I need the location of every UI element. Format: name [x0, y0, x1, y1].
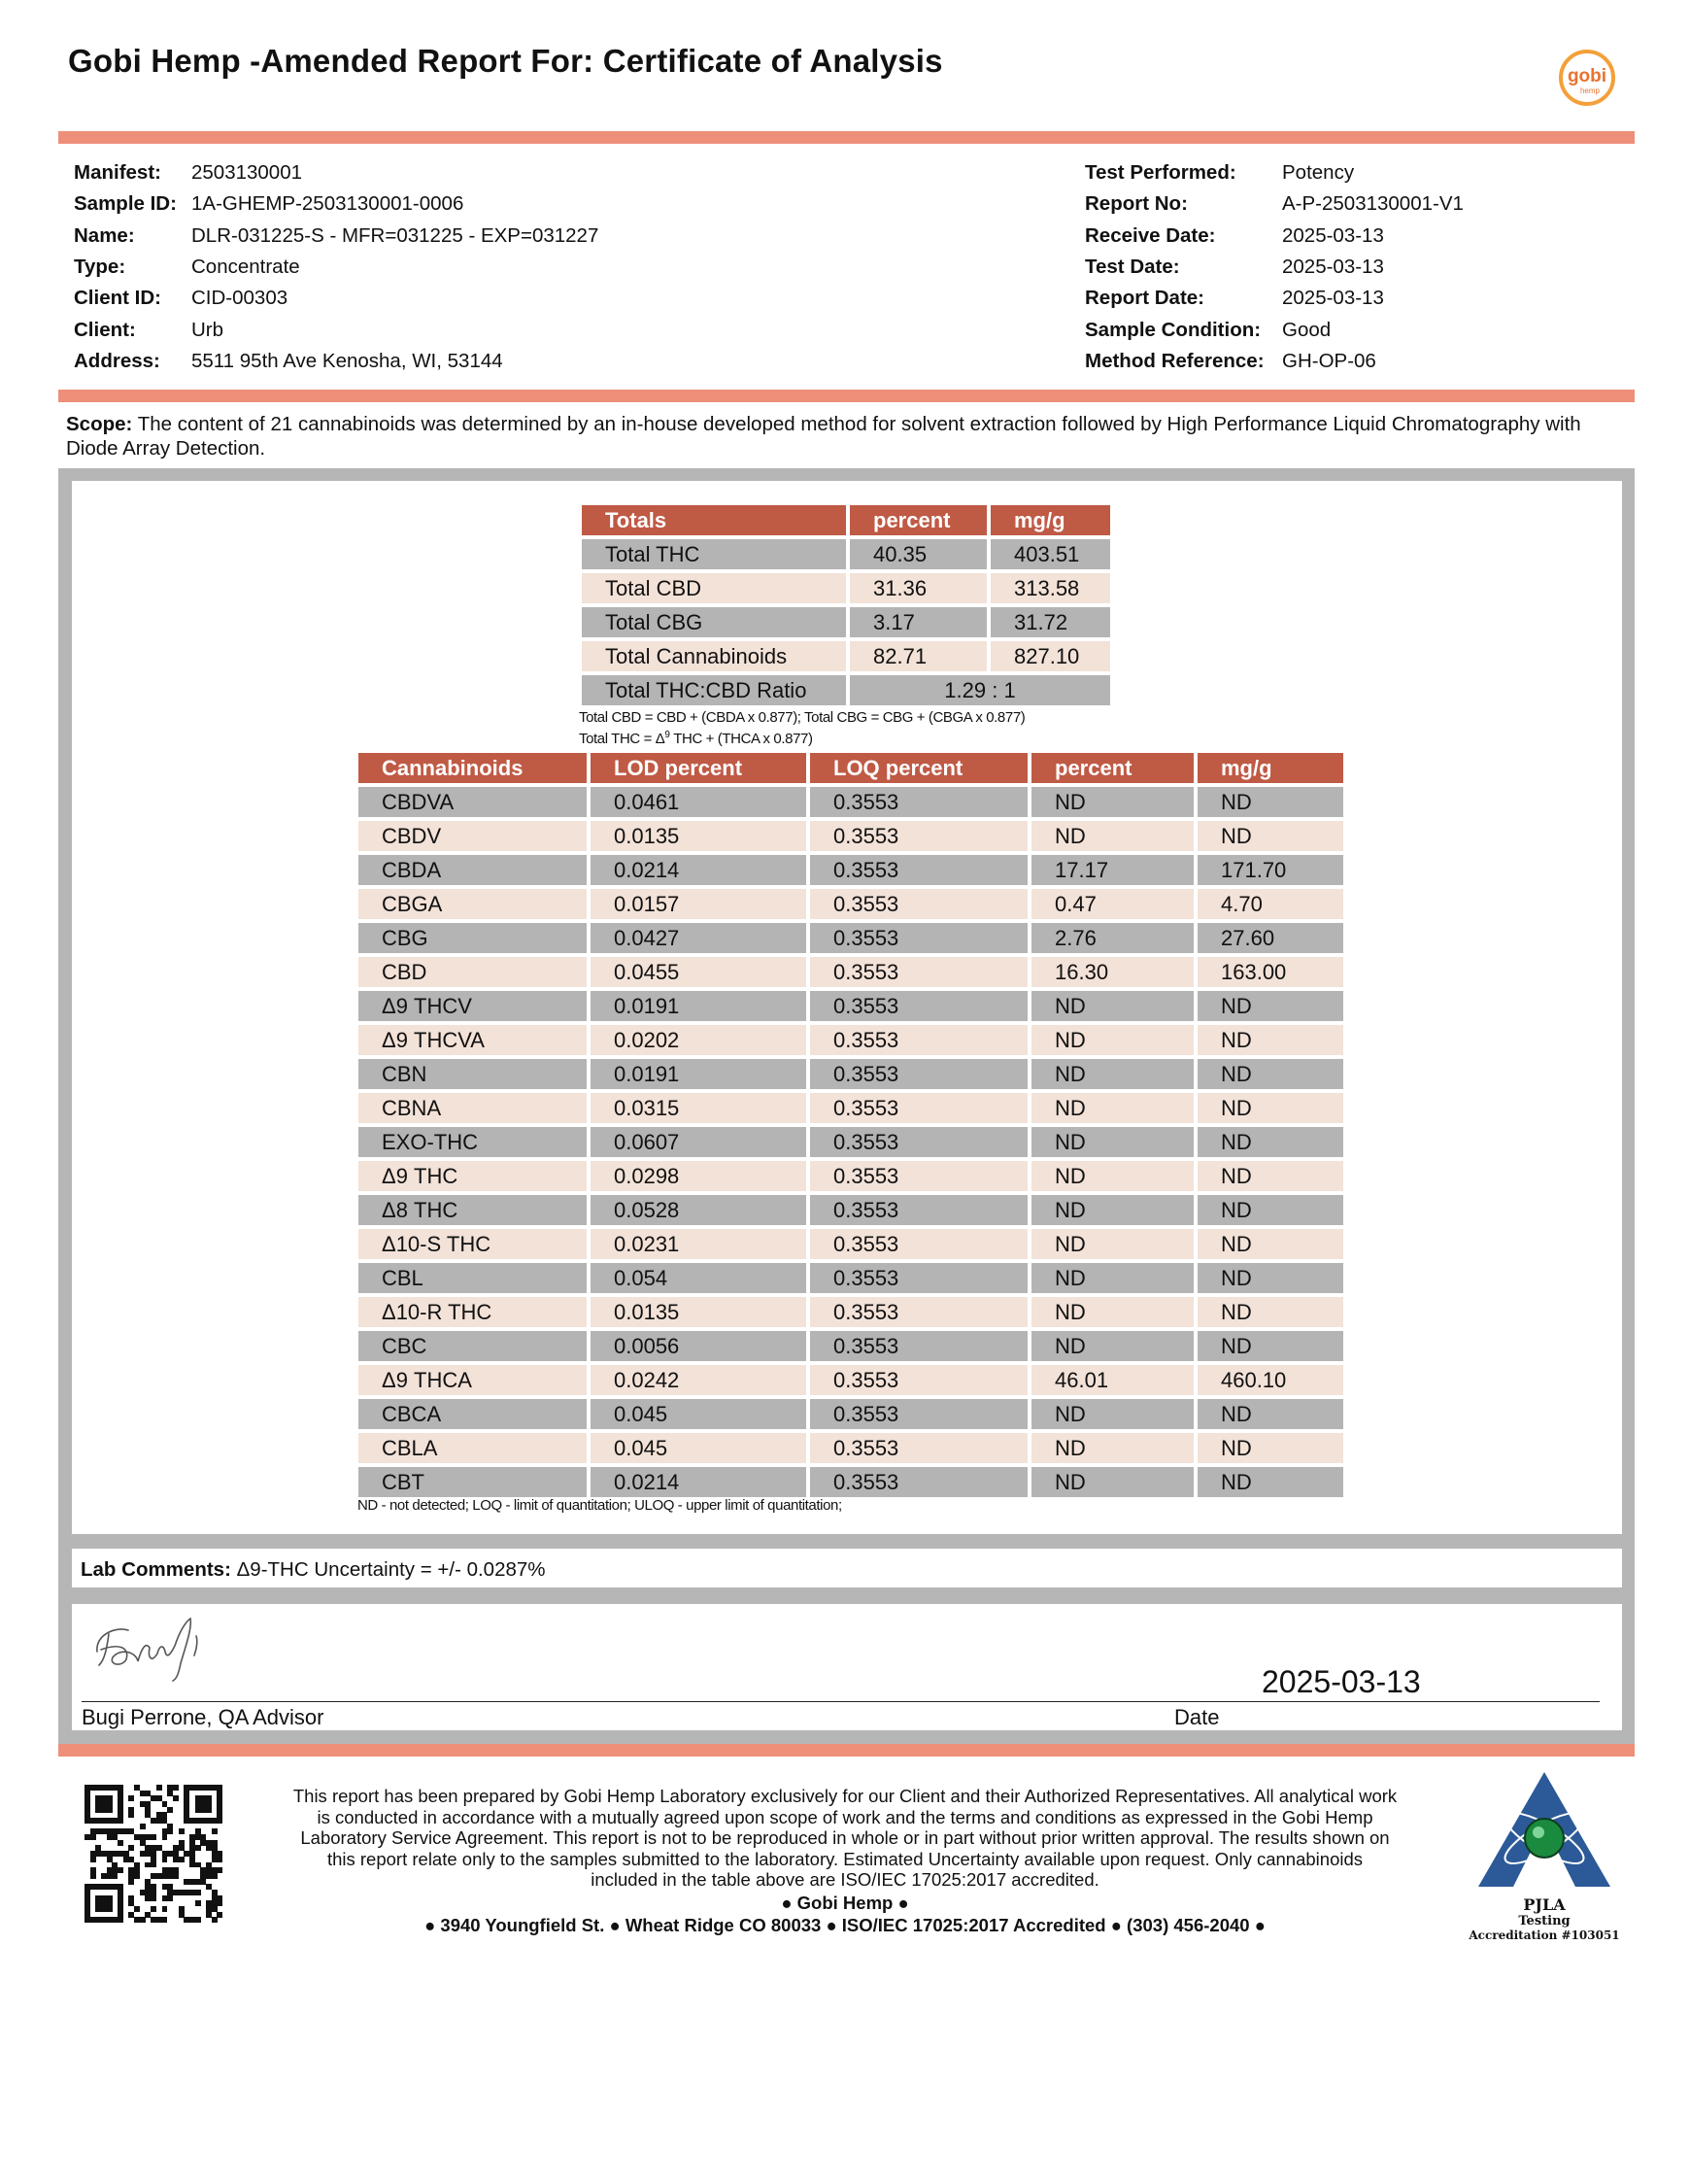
- cannabinoid-cell: 0.0427: [591, 923, 806, 953]
- table-row: [582, 539, 1110, 569]
- cannabinoid-cell: 0.0528: [591, 1195, 806, 1225]
- table-row: [358, 1025, 1343, 1055]
- qr-module: [162, 1906, 168, 1912]
- totals-cell: 31.36: [850, 573, 987, 603]
- cannabinoid-cell: CBT: [358, 1467, 587, 1497]
- qr-module: [195, 1845, 201, 1851]
- ratio-label: Total THC:CBD Ratio: [582, 675, 846, 705]
- abbrev-note: ND - not detected; LOQ - limit of quantitation; ULOQ - upper limit of quantitation;: [357, 1497, 842, 1514]
- pjla-name: PJLA: [1523, 1895, 1566, 1914]
- totals-cell: Total CBG: [582, 607, 846, 637]
- cannabinoid-cell: ND: [1031, 1127, 1194, 1157]
- qr-module: [151, 1862, 156, 1868]
- footer-company: ● Gobi Hemp ●: [781, 1892, 909, 1913]
- cannabinoid-cell: 0.0242: [591, 1365, 806, 1395]
- cannabinoid-cell: 0.3553: [810, 855, 1028, 885]
- meta-label: Client:: [74, 318, 136, 341]
- meta-value: DLR-031225-S - MFR=031225 - EXP=031227: [191, 223, 599, 247]
- qr-module: [90, 1834, 96, 1840]
- cannabinoid-cell: 0.3553: [810, 1059, 1028, 1089]
- cannabinoid-cell: 0.3553: [810, 1195, 1028, 1225]
- table-row: [358, 855, 1343, 885]
- table-row: [358, 1127, 1343, 1157]
- cannabinoid-cell: 17.17: [1031, 855, 1194, 885]
- table-row: [358, 923, 1343, 953]
- cannabinoid-cell: 0.3553: [810, 1399, 1028, 1429]
- scope-label: Scope:: [66, 413, 133, 435]
- cannabinoid-cell: CBL: [358, 1263, 587, 1293]
- cannabinoid-cell: 0.054: [591, 1263, 806, 1293]
- cannabinoid-cell: Δ9 THCVA: [358, 1025, 587, 1055]
- cannabinoid-cell: ND: [1031, 991, 1194, 1021]
- qr-module: [173, 1795, 179, 1801]
- meta-value: 2025-03-13: [1282, 223, 1384, 247]
- qr-module: [118, 1867, 123, 1873]
- cannabinoid-cell: ND: [1031, 1297, 1194, 1327]
- cannabinoid-cell: 0.0231: [591, 1229, 806, 1259]
- table-row: [358, 1161, 1343, 1191]
- cannabinoid-cell: 0.3553: [810, 923, 1028, 953]
- cannabinoid-header: mg/g: [1198, 753, 1343, 783]
- cannabinoid-cell: ND: [1198, 1093, 1343, 1123]
- table-row: [358, 1263, 1343, 1293]
- meta-value: 2503130001: [191, 161, 303, 185]
- totals-table: [578, 501, 1114, 709]
- cannabinoid-cell: 0.3553: [810, 821, 1028, 851]
- mid-accent-bar: [58, 390, 1635, 402]
- meta-value: Potency: [1282, 161, 1355, 185]
- cannabinoid-cell: ND: [1198, 1161, 1343, 1191]
- footer-address: ● 3940 Youngfield St. ● Wheat Ridge CO 80033 ● ISO/IEC 17025:2017 Accredited ● (303) 456-2040 ●: [424, 1915, 1266, 1935]
- cannabinoid-cell: 0.0298: [591, 1161, 806, 1191]
- qr-module: [212, 1917, 218, 1923]
- qr-module: [206, 1807, 212, 1813]
- scope-body: The content of 21 cannabinoids was determined by an in-house developed method for solvent extraction followed by High Performance Liquid Chromatography with Diode Array Detection.: [66, 413, 1581, 460]
- qr-module: [162, 1834, 168, 1840]
- totals-cell: 82.71: [850, 641, 987, 671]
- cannabinoid-cell: Δ8 THC: [358, 1195, 587, 1225]
- cannabinoid-cell: 0.045: [591, 1399, 806, 1429]
- totals-cell: 40.35: [850, 539, 987, 569]
- cannabinoid-cell: 0.3553: [810, 1331, 1028, 1361]
- note2-pre: Total THC = Δ: [579, 731, 665, 747]
- qr-module: [167, 1807, 173, 1813]
- cannabinoid-cell: 2.76: [1031, 923, 1194, 953]
- totals-cell: 3.17: [850, 607, 987, 637]
- qr-module: [107, 1807, 113, 1813]
- cannabinoid-cell: ND: [1031, 1467, 1194, 1497]
- qr-module: [212, 1828, 218, 1834]
- cannabinoid-cell: Δ9 THCV: [358, 991, 587, 1021]
- cannabinoid-cell: 0.0214: [591, 855, 806, 885]
- signature-image: [87, 1605, 223, 1689]
- cannabinoid-cell: ND: [1198, 1297, 1343, 1327]
- qr-module: [151, 1834, 156, 1840]
- qr-module: [128, 1845, 134, 1851]
- footer-disclaimer: This report has been prepared by Gobi Hemp Laboratory exclusively for our Client and their Authorized Representatives. All analytical work is conducted in accordance with a mutually agreed upon scope of work and the terms and conditions as expressed in the Gobi Hemp Laboratory Service Agreement. This report is not to be reproduced in whole or in part without prior written approval. The results shown on this report relate only to the samples submitted to the laboratory. Estimated Uncertainty available upon request. Only cannabinoids included in the table above are ISO/IEC 17025:2017 accredited.: [292, 1786, 1398, 1890]
- cannabinoid-cell: 4.70: [1198, 889, 1343, 919]
- meta-label: Report Date:: [1085, 287, 1205, 310]
- qr-module: [179, 1857, 185, 1862]
- footer: [291, 1786, 1399, 1936]
- cannabinoid-cell: 163.00: [1198, 957, 1343, 987]
- signature-line: [82, 1701, 1600, 1702]
- cannabinoid-cell: 0.0607: [591, 1127, 806, 1157]
- cannabinoid-cell: ND: [1031, 787, 1194, 817]
- bottom-accent-bar: [58, 1744, 1635, 1757]
- cannabinoid-cell: 0.0191: [591, 1059, 806, 1089]
- qr-module: [217, 1912, 222, 1918]
- cannabinoid-cell: 0.3553: [810, 1365, 1028, 1395]
- meta-label: Test Date:: [1085, 256, 1180, 279]
- meta-value: 2025-03-13: [1282, 287, 1384, 310]
- cannabinoid-cell: ND: [1198, 1399, 1343, 1429]
- date-label: Date: [1174, 1705, 1220, 1729]
- top-accent-bar: [58, 131, 1635, 144]
- cannabinoid-cell: 0.3553: [810, 1025, 1028, 1055]
- meta-label: Name:: [74, 223, 135, 247]
- cannabinoid-cell: 0.3553: [810, 1297, 1028, 1327]
- cannabinoid-cell: 0.0315: [591, 1093, 806, 1123]
- table-row: [358, 1433, 1343, 1463]
- qr-module: [156, 1785, 162, 1791]
- ratio-value: 1.29 : 1: [850, 675, 1110, 705]
- cannabinoid-cell: 0.0214: [591, 1467, 806, 1497]
- totals-cell: 31.72: [991, 607, 1110, 637]
- cannabinoid-cell: CBDVA: [358, 787, 587, 817]
- cannabinoids-table-wrap: [355, 749, 1347, 1501]
- cannabinoid-cell: 0.3553: [810, 787, 1028, 817]
- pjla-line3: Accreditation #103051: [1469, 1928, 1620, 1942]
- table-row: [358, 1059, 1343, 1089]
- cannabinoid-cell: ND: [1198, 1467, 1343, 1497]
- table-row: [358, 1229, 1343, 1259]
- logo-word: gobi: [1567, 66, 1607, 86]
- cannabinoid-cell: 46.01: [1031, 1365, 1194, 1395]
- table-row: [582, 573, 1110, 603]
- table-row: [582, 675, 1110, 705]
- cannabinoid-cell: 0.3553: [810, 991, 1028, 1021]
- cannabinoid-cell: 0.0455: [591, 957, 806, 987]
- gobi-hemp-logo: [1558, 49, 1616, 107]
- cannabinoid-cell: ND: [1198, 991, 1343, 1021]
- meta-label: Address:: [74, 349, 160, 372]
- qr-module: [128, 1879, 134, 1885]
- cannabinoid-cell: 171.70: [1198, 855, 1343, 885]
- cannabinoid-cell: Δ10-R THC: [358, 1297, 587, 1327]
- meta-label: Receive Date:: [1085, 223, 1216, 247]
- qr-module: [217, 1867, 222, 1873]
- table-row: [358, 821, 1343, 851]
- table-row: [358, 889, 1343, 919]
- cannabinoid-cell: ND: [1031, 1195, 1194, 1225]
- qr-module: [195, 1917, 201, 1923]
- totals-cell: Total THC: [582, 539, 846, 569]
- cannabinoid-cell: 16.30: [1031, 957, 1194, 987]
- qr-module: [90, 1873, 96, 1879]
- qr-module: [128, 1795, 134, 1801]
- cannabinoid-cell: ND: [1198, 1331, 1343, 1361]
- qr-module: [217, 1900, 222, 1906]
- cannabinoid-cell: ND: [1198, 787, 1343, 817]
- cannabinoid-cell: Δ9 THCA: [358, 1365, 587, 1395]
- cannabinoid-cell: 0.0202: [591, 1025, 806, 1055]
- totals-cell: 403.51: [991, 539, 1110, 569]
- meta-value: Concentrate: [191, 256, 300, 279]
- table-row: [358, 1297, 1343, 1327]
- cannabinoid-cell: CBDA: [358, 855, 587, 885]
- cannabinoid-cell: ND: [1198, 1229, 1343, 1259]
- qr-module: [195, 1890, 201, 1895]
- qr-module: [195, 1900, 201, 1906]
- cannabinoid-cell: 0.045: [591, 1433, 806, 1463]
- cannabinoid-cell: 0.0461: [591, 787, 806, 817]
- totals-note-2: [579, 730, 813, 747]
- qr-code: [84, 1785, 222, 1923]
- cannabinoid-cell: 27.60: [1198, 923, 1343, 953]
- cannabinoid-cell: CBN: [358, 1059, 587, 1089]
- cannabinoid-cell: CBG: [358, 923, 587, 953]
- table-row: [582, 607, 1110, 637]
- qr-module: [217, 1857, 222, 1862]
- cannabinoid-cell: ND: [1031, 1025, 1194, 1055]
- qr-module: [112, 1873, 118, 1879]
- qr-module: [151, 1906, 156, 1912]
- cannabinoid-cell: 460.10: [1198, 1365, 1343, 1395]
- cannabinoid-cell: CBDV: [358, 821, 587, 851]
- meta-value: 5511 95th Ave Kenosha, WI, 53144: [191, 349, 503, 372]
- totals-cell: Total CBD: [582, 573, 846, 603]
- cannabinoid-cell: 0.3553: [810, 1263, 1028, 1293]
- table-row: [358, 1195, 1343, 1225]
- meta-value: GH-OP-06: [1282, 349, 1376, 372]
- cannabinoid-cell: 0.3553: [810, 1127, 1028, 1157]
- qr-module: [179, 1828, 185, 1834]
- totals-cell: Total Cannabinoids: [582, 641, 846, 671]
- meta-value: 1A-GHEMP-2503130001-0006: [191, 192, 464, 216]
- cannabinoid-cell: ND: [1031, 1093, 1194, 1123]
- cannabinoid-cell: CBLA: [358, 1433, 587, 1463]
- cannabinoid-cell: ND: [1198, 1127, 1343, 1157]
- qr-module: [118, 1840, 123, 1846]
- lab-comments-text: Δ9-THC Uncertainty = +/- 0.0287%: [236, 1558, 546, 1581]
- cannabinoid-cell: 0.0191: [591, 991, 806, 1021]
- qr-module: [140, 1917, 146, 1923]
- cannabinoid-cell: ND: [1031, 1433, 1194, 1463]
- totals-header: percent: [850, 505, 987, 535]
- cannabinoid-header: Cannabinoids: [358, 753, 587, 783]
- cannabinoid-cell: CBD: [358, 957, 587, 987]
- qr-module: [128, 1812, 134, 1818]
- cannabinoid-cell: ND: [1031, 1161, 1194, 1191]
- cannabinoid-cell: Δ9 THC: [358, 1161, 587, 1191]
- cannabinoid-cell: CBCA: [358, 1399, 587, 1429]
- meta-label: Type:: [74, 256, 126, 279]
- table-row: [358, 1467, 1343, 1497]
- note2-sup: 9: [664, 730, 670, 740]
- cannabinoid-cell: ND: [1031, 1059, 1194, 1089]
- cannabinoid-header: percent: [1031, 753, 1194, 783]
- meta-label: Method Reference:: [1085, 349, 1265, 372]
- cannabinoid-cell: 0.3553: [810, 1433, 1028, 1463]
- cannabinoids-table: [355, 749, 1347, 1501]
- meta-label: Sample ID:: [74, 192, 177, 216]
- totals-note-1: Total CBD = CBD + (CBDA x 0.877); Total CBG = CBG + (CBGA x 0.877): [579, 709, 1026, 726]
- qr-module: [140, 1824, 146, 1829]
- qr-module: [107, 1906, 113, 1912]
- meta-label: Sample Condition:: [1085, 318, 1262, 341]
- cannabinoid-cell: ND: [1198, 1059, 1343, 1089]
- cannabinoid-cell: EXO-THC: [358, 1127, 587, 1157]
- cannabinoid-cell: 0.0135: [591, 821, 806, 851]
- meta-value: Good: [1282, 318, 1332, 341]
- qr-module: [118, 1917, 123, 1923]
- qr-module: [134, 1873, 140, 1879]
- qr-module: [173, 1785, 179, 1791]
- cannabinoid-cell: Δ10-S THC: [358, 1229, 587, 1259]
- qr-module: [151, 1895, 156, 1901]
- cannabinoid-cell: 0.3553: [810, 1161, 1028, 1191]
- cannabinoid-cell: ND: [1031, 1229, 1194, 1259]
- report-title: Gobi Hemp -Amended Report For: Certificate of Analysis: [68, 43, 943, 79]
- cannabinoid-cell: 0.47: [1031, 889, 1194, 919]
- cannabinoids-body: [358, 787, 1343, 1497]
- meta-value: A-P-2503130001-V1: [1282, 192, 1464, 216]
- cannabinoid-cell: 0.3553: [810, 957, 1028, 987]
- cannabinoid-cell: 0.0135: [591, 1297, 806, 1327]
- qr-module: [134, 1906, 140, 1912]
- qr-module: [217, 1818, 222, 1824]
- table-row: [358, 957, 1343, 987]
- cannabinoid-cell: 0.0056: [591, 1331, 806, 1361]
- meta-label: Manifest:: [74, 161, 161, 185]
- signer-name: Bugi Perrone, QA Advisor: [82, 1705, 324, 1729]
- lab-comments-label: Lab Comments:: [81, 1558, 231, 1581]
- meta-label: Client ID:: [74, 287, 161, 310]
- table-row: [358, 991, 1343, 1021]
- totals-table-wrap: [578, 501, 1114, 709]
- meta-value: Urb: [191, 318, 224, 341]
- cannabinoid-cell: ND: [1031, 821, 1194, 851]
- cannabinoid-cell: 0.3553: [810, 1093, 1028, 1123]
- table-row: [582, 641, 1110, 671]
- meta-value: CID-00303: [191, 287, 288, 310]
- cannabinoid-cell: ND: [1198, 1195, 1343, 1225]
- table-row: [358, 1093, 1343, 1123]
- qr-module: [118, 1818, 123, 1824]
- cannabinoid-cell: ND: [1198, 1263, 1343, 1293]
- qr-module: [162, 1917, 168, 1923]
- cannabinoid-cell: CBGA: [358, 889, 587, 919]
- table-row: [358, 1365, 1343, 1395]
- cannabinoid-header: LOD percent: [591, 753, 806, 783]
- cannabinoid-cell: ND: [1198, 821, 1343, 851]
- cannabinoid-cell: 0.0157: [591, 889, 806, 919]
- cannabinoid-cell: ND: [1031, 1331, 1194, 1361]
- meta-value: 2025-03-13: [1282, 256, 1384, 279]
- table-row: [358, 1399, 1343, 1429]
- cannabinoid-cell: ND: [1031, 1263, 1194, 1293]
- cannabinoid-cell: ND: [1198, 1433, 1343, 1463]
- cannabinoid-cell: ND: [1031, 1399, 1194, 1429]
- qr-module: [162, 1857, 168, 1862]
- cannabinoid-header: LOQ percent: [810, 753, 1028, 783]
- qr-module: [173, 1873, 179, 1879]
- meta-label: Report No:: [1085, 192, 1188, 216]
- logo-sub: hemp: [1579, 86, 1601, 95]
- totals-cell: 827.10: [991, 641, 1110, 671]
- totals-cell: 313.58: [991, 573, 1110, 603]
- qr-module: [90, 1857, 96, 1862]
- qr-module: [167, 1895, 173, 1901]
- sample-meta-left: [74, 157, 598, 377]
- cannabinoid-cell: 0.3553: [810, 889, 1028, 919]
- qr-module: [212, 1873, 218, 1879]
- table-row: [358, 1331, 1343, 1361]
- pjla-line2: Testing: [1518, 1914, 1571, 1928]
- pjla-accreditation-logo: [1467, 1766, 1622, 1951]
- sample-meta-right: [1085, 157, 1464, 377]
- cannabinoid-cell: 0.3553: [810, 1229, 1028, 1259]
- cannabinoid-cell: CBNA: [358, 1093, 587, 1123]
- note2-post: THC + (THCA x 0.877): [669, 731, 813, 747]
- totals-header: mg/g: [991, 505, 1110, 535]
- qr-module: [167, 1828, 173, 1834]
- cannabinoid-cell: ND: [1198, 1025, 1343, 1055]
- signature-date: 2025-03-13: [1262, 1664, 1421, 1699]
- lab-comments: [81, 1558, 546, 1582]
- totals-header: Totals: [582, 505, 846, 535]
- table-row: [358, 787, 1343, 817]
- meta-label: Test Performed:: [1085, 161, 1236, 185]
- cannabinoid-cell: CBC: [358, 1331, 587, 1361]
- scope-text: [66, 412, 1630, 461]
- cannabinoid-cell: 0.3553: [810, 1467, 1028, 1497]
